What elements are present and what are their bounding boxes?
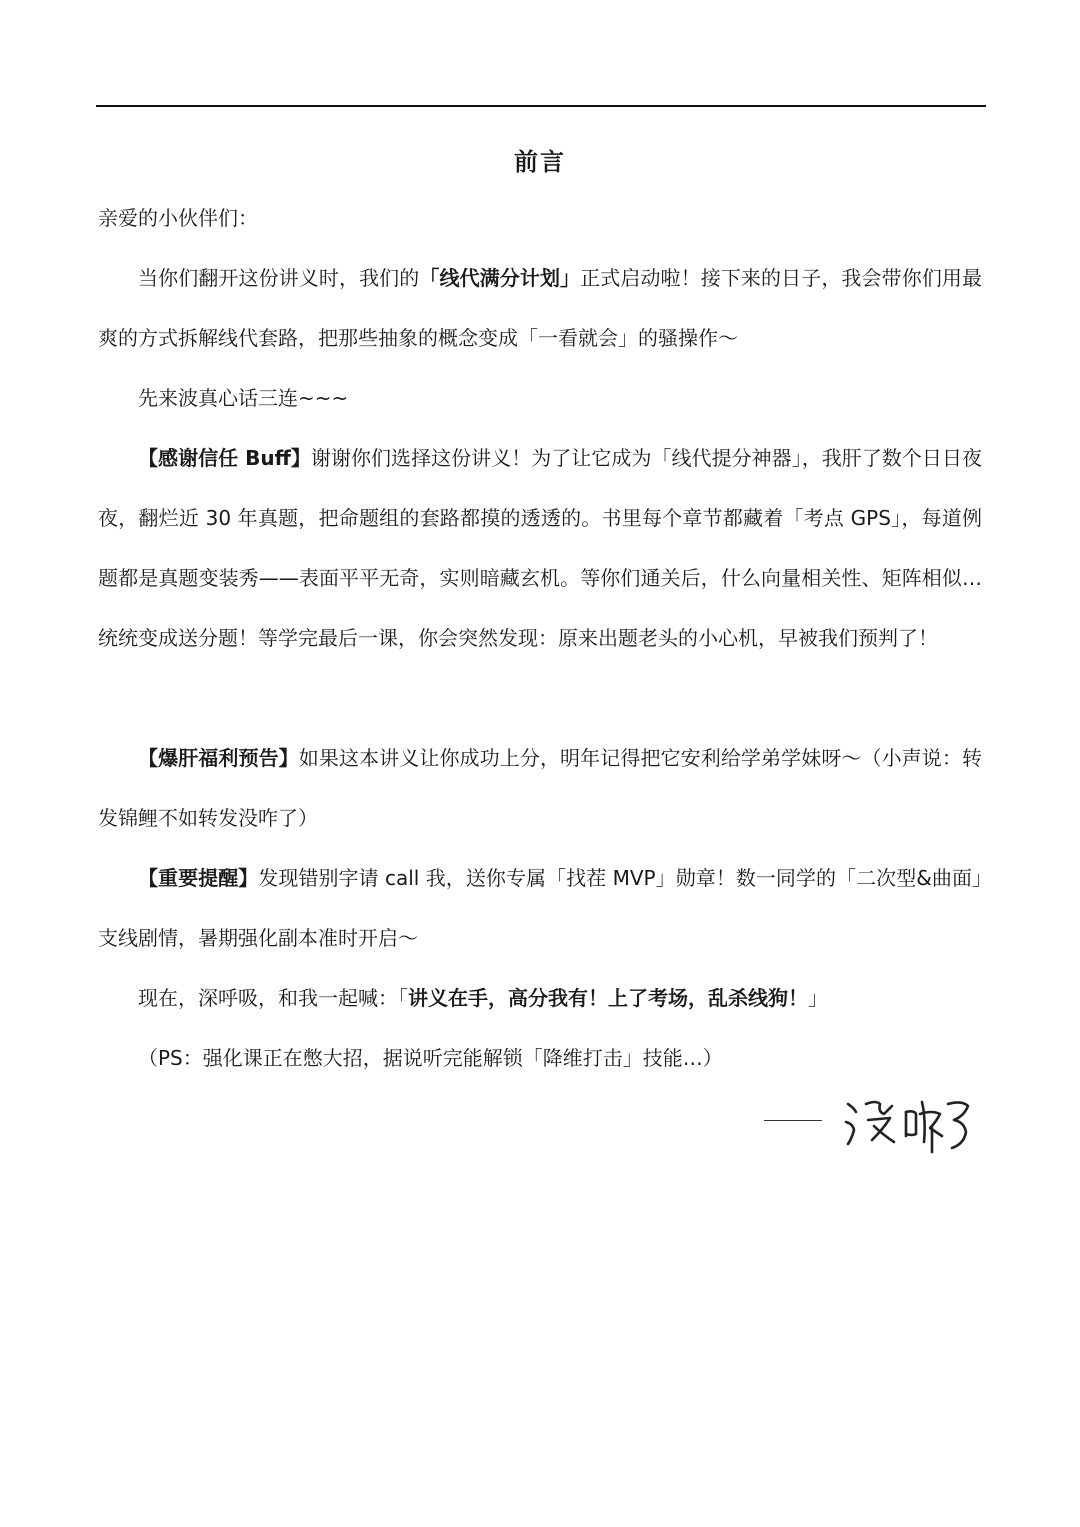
- thanks-heading: 【感谢信任 Buff】: [138, 446, 311, 470]
- top-rule: [96, 105, 986, 107]
- signature: [760, 1090, 990, 1160]
- thanks-text: 谢谢你们选择这份讲义！为了让它成为「线代提分神器」，我肝了数个日日夜夜，翻烂近 30 年真题，把命题组的套路都摸的透透的。书里每个章节都藏着「考点 GPS」，每道例题都是真题变装秀——表面平平无奇，实则暗藏玄机。等你们通关后，什么向量相关性、矩阵相似…统统变成送分题！等学完最后一课，你会突然发现：原来出题老头的小心机，早被我们预判了！: [98, 446, 983, 650]
- paragraph-thanks: [98, 428, 982, 668]
- cheer-slogan: 讲义在手，高分我有！上了考场，乱杀线狗！: [408, 986, 808, 1010]
- bonus-heading: 【爆肝福利预告】: [138, 746, 299, 770]
- cheer-text-pre: 现在，深呼吸，和我一起喊：「: [138, 986, 408, 1010]
- intro-text-pre: 当你们翻开这份讲义时，我们的: [138, 266, 420, 290]
- paragraph-intro: [98, 248, 982, 368]
- paragraph-reminder: [98, 848, 982, 968]
- paragraph-opening: 先来波真心话三连~~~: [138, 386, 349, 410]
- paragraph-ps: （PS：强化课正在憋大招，据说听完能解锁「降维打击」技能…）: [138, 1046, 723, 1070]
- paragraph-bonus: [98, 728, 982, 848]
- intro-text-post: 正式启动啦！接下来的日子，我会带你们用最爽的方式拆解线代套路，把那些抽象的概念变成「一看就会」的骚操作～: [98, 266, 983, 350]
- reminder-heading: 【重要提醒】: [138, 866, 259, 890]
- bonus-text: 如果这本讲义让你成功上分，明年记得把它安利给学弟学妹呀～（小声说：转发锦鲤不如转发没咋了）: [98, 746, 983, 830]
- handwritten-signature-icon: [840, 1092, 980, 1158]
- reminder-text: 发现错别字请 call 我，送你专属「找茬 MVP」勋章！数一同学的「二次型&曲面」支线剧情，暑期强化副本准时开启～: [98, 866, 983, 950]
- paragraph-cheer: [98, 968, 982, 1028]
- intro-plan-name: 「线代满分计划」: [419, 266, 581, 290]
- cheer-text-post: 」: [808, 986, 828, 1010]
- page-title: 前言: [514, 148, 566, 176]
- signature-dash: [764, 1120, 822, 1121]
- greeting: 亲爱的小伙伴们：: [98, 206, 258, 230]
